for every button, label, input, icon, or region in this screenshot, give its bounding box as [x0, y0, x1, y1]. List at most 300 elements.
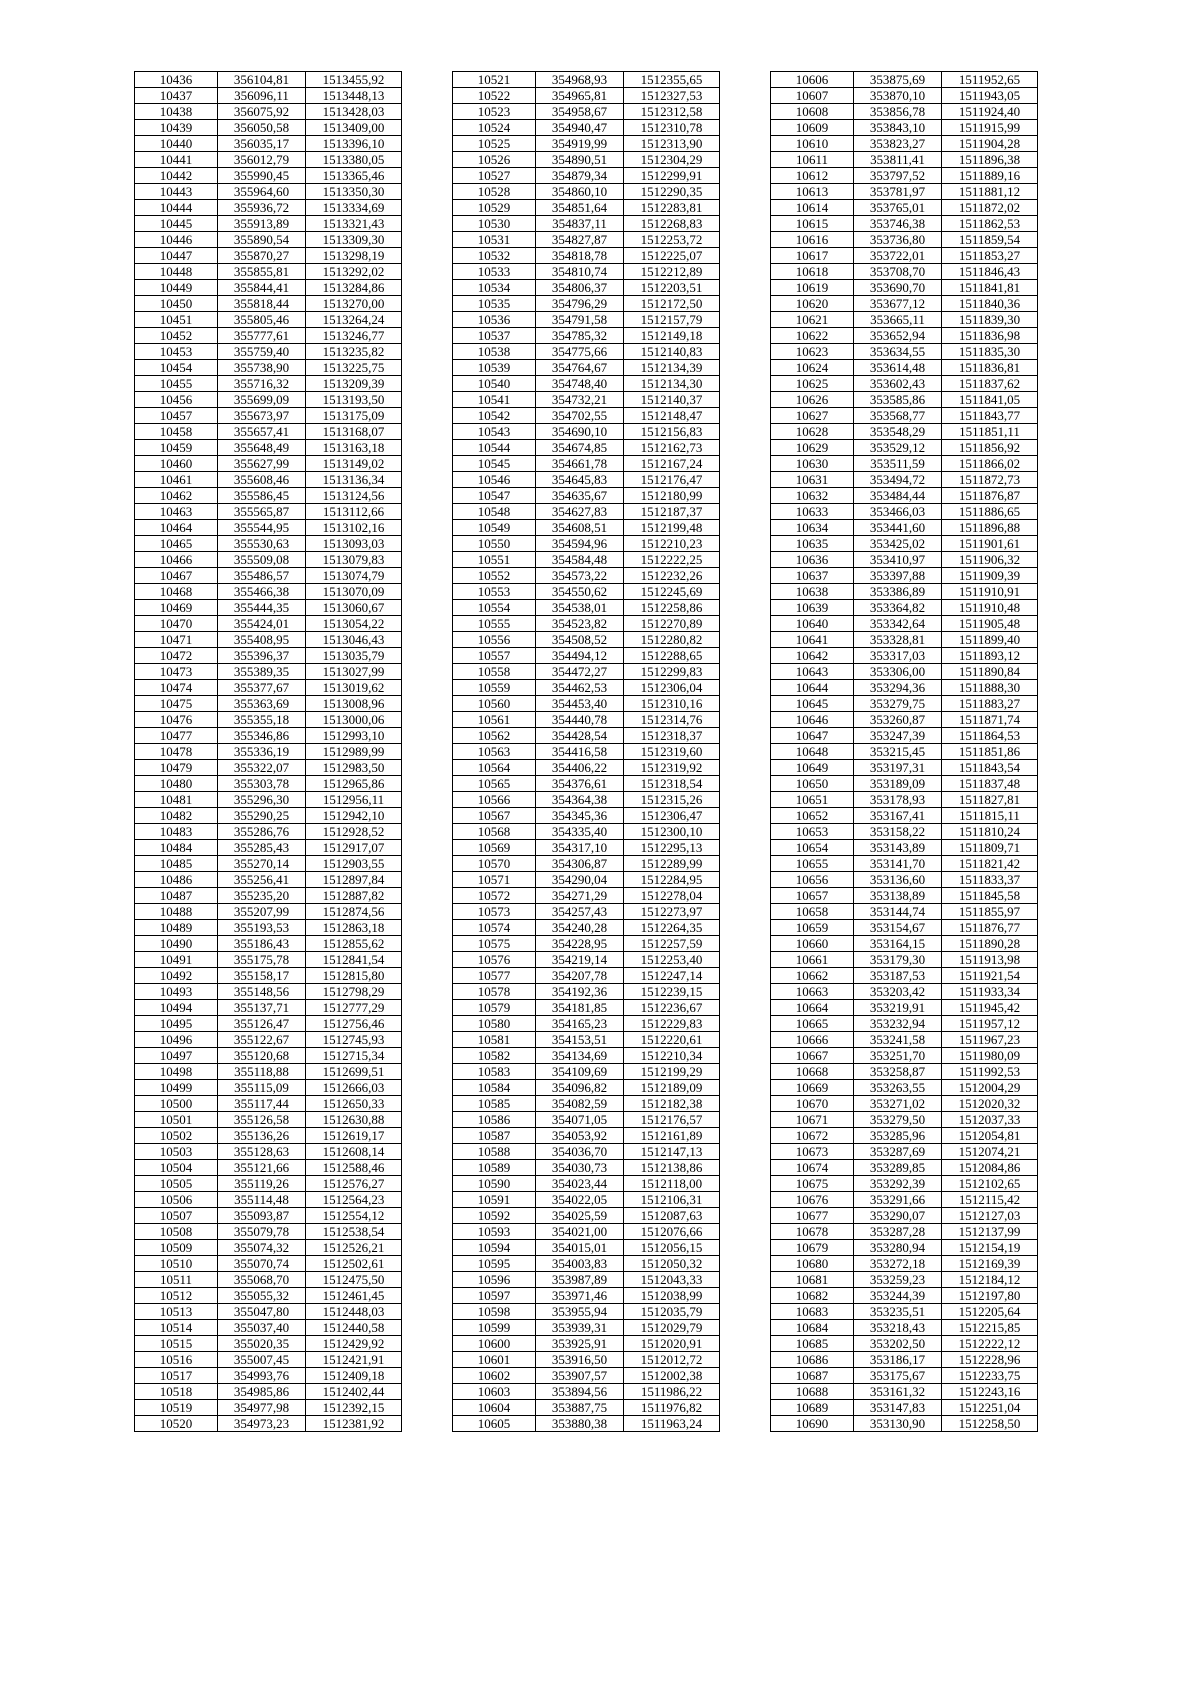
- x-coordinate-cell: 353548,29: [854, 424, 942, 440]
- x-coordinate-cell: 353511,59: [854, 456, 942, 472]
- table-row: [771, 824, 1038, 840]
- y-coordinate-cell: 1512989,99: [306, 744, 402, 760]
- point-number-cell: 10649: [771, 760, 854, 776]
- point-number-cell: 10531: [453, 232, 536, 248]
- point-number-cell: 10492: [135, 968, 218, 984]
- y-coordinate-cell: 1512273,97: [624, 904, 720, 920]
- y-coordinate-cell: 1512475,50: [306, 1272, 402, 1288]
- y-coordinate-cell: 1512284,95: [624, 872, 720, 888]
- point-number-cell: 10525: [453, 136, 536, 152]
- point-number-cell: 10518: [135, 1384, 218, 1400]
- point-number-cell: 10607: [771, 88, 854, 104]
- table-row: [453, 104, 720, 120]
- point-number-cell: 10438: [135, 104, 218, 120]
- point-number-cell: 10555: [453, 616, 536, 632]
- point-number-cell: 10596: [453, 1272, 536, 1288]
- table-row: [135, 120, 402, 136]
- y-coordinate-cell: 1512222,25: [624, 552, 720, 568]
- x-coordinate-cell: 356050,58: [218, 120, 306, 136]
- table-row: [453, 888, 720, 904]
- x-coordinate-cell: 355114,48: [218, 1192, 306, 1208]
- table-row: [135, 104, 402, 120]
- point-number-cell: 10673: [771, 1144, 854, 1160]
- x-coordinate-cell: 355870,27: [218, 248, 306, 264]
- y-coordinate-cell: 1511846,43: [942, 264, 1038, 280]
- y-coordinate-cell: 1512253,72: [624, 232, 720, 248]
- point-number-cell: 10608: [771, 104, 854, 120]
- point-number-cell: 10499: [135, 1080, 218, 1096]
- point-number-cell: 10536: [453, 312, 536, 328]
- table-row: [135, 1112, 402, 1128]
- table-row: [135, 1160, 402, 1176]
- y-coordinate-cell: 1513102,16: [306, 520, 402, 536]
- x-coordinate-cell: 353294,36: [854, 680, 942, 696]
- point-number-cell: 10552: [453, 568, 536, 584]
- x-coordinate-cell: 354940,47: [536, 120, 624, 136]
- y-coordinate-cell: 1512777,29: [306, 1000, 402, 1016]
- table-row: [135, 792, 402, 808]
- point-number-cell: 10662: [771, 968, 854, 984]
- point-number-cell: 10566: [453, 792, 536, 808]
- point-number-cell: 10658: [771, 904, 854, 920]
- y-coordinate-cell: 1512215,85: [942, 1320, 1038, 1336]
- table-row: [771, 136, 1038, 152]
- point-number-cell: 10559: [453, 680, 536, 696]
- y-coordinate-cell: 1512229,83: [624, 1016, 720, 1032]
- point-number-cell: 10618: [771, 264, 854, 280]
- y-coordinate-cell: 1512038,99: [624, 1288, 720, 1304]
- point-number-cell: 10474: [135, 680, 218, 696]
- x-coordinate-cell: 355466,38: [218, 584, 306, 600]
- point-number-cell: 10655: [771, 856, 854, 872]
- x-coordinate-cell: 353202,50: [854, 1336, 942, 1352]
- y-coordinate-cell: 1511963,24: [624, 1416, 720, 1432]
- y-coordinate-cell: 1512855,62: [306, 936, 402, 952]
- table-row: [771, 920, 1038, 936]
- table-row: [453, 872, 720, 888]
- y-coordinate-cell: 1511843,54: [942, 760, 1038, 776]
- x-coordinate-cell: 355079,78: [218, 1224, 306, 1240]
- y-coordinate-cell: 1512232,26: [624, 568, 720, 584]
- y-coordinate-cell: 1512149,18: [624, 328, 720, 344]
- point-number-cell: 10622: [771, 328, 854, 344]
- x-coordinate-cell: 354965,81: [536, 88, 624, 104]
- y-coordinate-cell: 1512300,10: [624, 824, 720, 840]
- point-number-cell: 10504: [135, 1160, 218, 1176]
- x-coordinate-cell: 355818,44: [218, 296, 306, 312]
- y-coordinate-cell: 1512310,16: [624, 696, 720, 712]
- x-coordinate-cell: 353272,18: [854, 1256, 942, 1272]
- table-row: [135, 808, 402, 824]
- table-row: [771, 1368, 1038, 1384]
- y-coordinate-cell: 1512381,92: [306, 1416, 402, 1432]
- table-row: [135, 232, 402, 248]
- x-coordinate-cell: 355738,90: [218, 360, 306, 376]
- table-row: [135, 680, 402, 696]
- table-row: [771, 1048, 1038, 1064]
- table-row: [135, 936, 402, 952]
- point-number-cell: 10537: [453, 328, 536, 344]
- table-row: [771, 1224, 1038, 1240]
- point-number-cell: 10472: [135, 648, 218, 664]
- y-coordinate-cell: 1512161,89: [624, 1128, 720, 1144]
- table-row: [453, 1160, 720, 1176]
- table-row: [453, 264, 720, 280]
- point-number-cell: 10494: [135, 1000, 218, 1016]
- point-number-cell: 10505: [135, 1176, 218, 1192]
- y-coordinate-cell: 1512054,81: [942, 1128, 1038, 1144]
- y-coordinate-cell: 1513235,82: [306, 344, 402, 360]
- point-number-cell: 10558: [453, 664, 536, 680]
- table-row: [135, 184, 402, 200]
- point-number-cell: 10545: [453, 456, 536, 472]
- x-coordinate-cell: 355047,80: [218, 1304, 306, 1320]
- point-number-cell: 10689: [771, 1400, 854, 1416]
- point-number-cell: 10485: [135, 856, 218, 872]
- point-number-cell: 10466: [135, 552, 218, 568]
- x-coordinate-cell: 354968,93: [536, 72, 624, 88]
- table-row: [453, 1016, 720, 1032]
- y-coordinate-cell: 1512243,16: [942, 1384, 1038, 1400]
- table-row: [453, 856, 720, 872]
- x-coordinate-cell: 355068,70: [218, 1272, 306, 1288]
- y-coordinate-cell: 1512157,79: [624, 312, 720, 328]
- y-coordinate-cell: 1512020,32: [942, 1096, 1038, 1112]
- x-coordinate-cell: 354453,40: [536, 696, 624, 712]
- y-coordinate-cell: 1512148,47: [624, 408, 720, 424]
- point-number-cell: 10682: [771, 1288, 854, 1304]
- table-row: [135, 392, 402, 408]
- x-coordinate-cell: 353178,93: [854, 792, 942, 808]
- point-number-cell: 10687: [771, 1368, 854, 1384]
- point-number-cell: 10580: [453, 1016, 536, 1032]
- y-coordinate-cell: 1511871,74: [942, 712, 1038, 728]
- x-coordinate-cell: 354550,62: [536, 584, 624, 600]
- table-row: [453, 1144, 720, 1160]
- table-row: [453, 136, 720, 152]
- table-row: [771, 664, 1038, 680]
- y-coordinate-cell: 1512222,12: [942, 1336, 1038, 1352]
- table-row: [135, 744, 402, 760]
- x-coordinate-cell: 354775,66: [536, 344, 624, 360]
- point-number-cell: 10490: [135, 936, 218, 952]
- x-coordinate-cell: 353292,39: [854, 1176, 942, 1192]
- x-coordinate-cell: 355322,07: [218, 760, 306, 776]
- point-number-cell: 10652: [771, 808, 854, 824]
- x-coordinate-cell: 353179,30: [854, 952, 942, 968]
- table-row: [453, 408, 720, 424]
- point-number-cell: 10672: [771, 1128, 854, 1144]
- table-row: [453, 1208, 720, 1224]
- y-coordinate-cell: 1513321,43: [306, 216, 402, 232]
- x-coordinate-cell: 353235,51: [854, 1304, 942, 1320]
- y-coordinate-cell: 1512576,27: [306, 1176, 402, 1192]
- coordinate-table-3: [770, 71, 1038, 1432]
- point-number-cell: 10465: [135, 536, 218, 552]
- x-coordinate-cell: 353652,94: [854, 328, 942, 344]
- x-coordinate-cell: 354271,29: [536, 888, 624, 904]
- y-coordinate-cell: 1512084,86: [942, 1160, 1038, 1176]
- y-coordinate-cell: 1511845,58: [942, 888, 1038, 904]
- table-row: [453, 216, 720, 232]
- x-coordinate-cell: 353634,55: [854, 344, 942, 360]
- y-coordinate-cell: 1512176,47: [624, 472, 720, 488]
- y-coordinate-cell: 1511913,98: [942, 952, 1038, 968]
- y-coordinate-cell: 1513168,07: [306, 424, 402, 440]
- point-number-cell: 10609: [771, 120, 854, 136]
- table-row: [453, 1272, 720, 1288]
- y-coordinate-cell: 1513365,46: [306, 168, 402, 184]
- coordinate-table-1: [134, 71, 402, 1432]
- x-coordinate-cell: 354306,87: [536, 856, 624, 872]
- table-row: [135, 536, 402, 552]
- y-coordinate-cell: 1512887,82: [306, 888, 402, 904]
- y-coordinate-cell: 1512874,56: [306, 904, 402, 920]
- y-coordinate-cell: 1512319,92: [624, 760, 720, 776]
- x-coordinate-cell: 353251,70: [854, 1048, 942, 1064]
- table-row: [771, 472, 1038, 488]
- y-coordinate-cell: 1513035,79: [306, 648, 402, 664]
- point-number-cell: 10575: [453, 936, 536, 952]
- point-number-cell: 10542: [453, 408, 536, 424]
- point-number-cell: 10674: [771, 1160, 854, 1176]
- y-coordinate-cell: 1511976,82: [624, 1400, 720, 1416]
- point-number-cell: 10677: [771, 1208, 854, 1224]
- table-row: [453, 1368, 720, 1384]
- point-number-cell: 10437: [135, 88, 218, 104]
- table-row: [135, 776, 402, 792]
- y-coordinate-cell: 1512306,04: [624, 680, 720, 696]
- point-number-cell: 10657: [771, 888, 854, 904]
- y-coordinate-cell: 1512288,65: [624, 648, 720, 664]
- y-coordinate-cell: 1512429,92: [306, 1336, 402, 1352]
- table-row: [453, 536, 720, 552]
- y-coordinate-cell: 1512440,58: [306, 1320, 402, 1336]
- y-coordinate-cell: 1512650,33: [306, 1096, 402, 1112]
- table-row: [771, 296, 1038, 312]
- x-coordinate-cell: 354153,51: [536, 1032, 624, 1048]
- point-number-cell: 10568: [453, 824, 536, 840]
- y-coordinate-cell: 1513070,09: [306, 584, 402, 600]
- point-number-cell: 10628: [771, 424, 854, 440]
- table-row: [771, 696, 1038, 712]
- y-coordinate-cell: 1512043,33: [624, 1272, 720, 1288]
- y-coordinate-cell: 1512268,83: [624, 216, 720, 232]
- point-number-cell: 10482: [135, 808, 218, 824]
- point-number-cell: 10471: [135, 632, 218, 648]
- x-coordinate-cell: 355290,25: [218, 808, 306, 824]
- y-coordinate-cell: 1512863,18: [306, 920, 402, 936]
- x-coordinate-cell: 354702,55: [536, 408, 624, 424]
- y-coordinate-cell: 1512037,33: [942, 1112, 1038, 1128]
- table-row: [453, 1336, 720, 1352]
- point-number-cell: 10684: [771, 1320, 854, 1336]
- x-coordinate-cell: 354096,82: [536, 1080, 624, 1096]
- x-coordinate-cell: 354364,38: [536, 792, 624, 808]
- y-coordinate-cell: 1511876,87: [942, 488, 1038, 504]
- point-number-cell: 10605: [453, 1416, 536, 1432]
- y-coordinate-cell: 1512197,80: [942, 1288, 1038, 1304]
- point-number-cell: 10467: [135, 568, 218, 584]
- point-number-cell: 10562: [453, 728, 536, 744]
- y-coordinate-cell: 1512167,24: [624, 456, 720, 472]
- point-number-cell: 10629: [771, 440, 854, 456]
- x-coordinate-cell: 354416,58: [536, 744, 624, 760]
- point-number-cell: 10578: [453, 984, 536, 1000]
- y-coordinate-cell: 1512903,55: [306, 856, 402, 872]
- x-coordinate-cell: 354958,67: [536, 104, 624, 120]
- point-number-cell: 10631: [771, 472, 854, 488]
- x-coordinate-cell: 355207,99: [218, 904, 306, 920]
- point-number-cell: 10593: [453, 1224, 536, 1240]
- point-number-cell: 10678: [771, 1224, 854, 1240]
- y-coordinate-cell: 1511889,16: [942, 168, 1038, 184]
- y-coordinate-cell: 1512526,21: [306, 1240, 402, 1256]
- table-row: [135, 1032, 402, 1048]
- x-coordinate-cell: 353247,39: [854, 728, 942, 744]
- y-coordinate-cell: 1512502,61: [306, 1256, 402, 1272]
- table-row: [771, 984, 1038, 1000]
- point-number-cell: 10639: [771, 600, 854, 616]
- point-number-cell: 10585: [453, 1096, 536, 1112]
- x-coordinate-cell: 354508,52: [536, 632, 624, 648]
- table-row: [453, 1048, 720, 1064]
- table-row: [135, 1144, 402, 1160]
- y-coordinate-cell: 1511980,09: [942, 1048, 1038, 1064]
- table-row: [453, 312, 720, 328]
- table-row: [453, 952, 720, 968]
- x-coordinate-cell: 353285,96: [854, 1128, 942, 1144]
- y-coordinate-cell: 1512074,21: [942, 1144, 1038, 1160]
- point-number-cell: 10511: [135, 1272, 218, 1288]
- x-coordinate-cell: 353175,67: [854, 1368, 942, 1384]
- table-row: [453, 1112, 720, 1128]
- table-row: [771, 1128, 1038, 1144]
- y-coordinate-cell: 1511906,32: [942, 552, 1038, 568]
- x-coordinate-cell: 354785,32: [536, 328, 624, 344]
- table-row: [771, 312, 1038, 328]
- table-row: [135, 408, 402, 424]
- table-row: [771, 376, 1038, 392]
- y-coordinate-cell: 1512290,35: [624, 184, 720, 200]
- point-number-cell: 10458: [135, 424, 218, 440]
- point-number-cell: 10589: [453, 1160, 536, 1176]
- point-number-cell: 10453: [135, 344, 218, 360]
- table-row: [771, 712, 1038, 728]
- x-coordinate-cell: 354228,95: [536, 936, 624, 952]
- x-coordinate-cell: 355565,87: [218, 504, 306, 520]
- x-coordinate-cell: 355093,87: [218, 1208, 306, 1224]
- y-coordinate-cell: 1512187,37: [624, 504, 720, 520]
- y-coordinate-cell: 1511821,42: [942, 856, 1038, 872]
- point-number-cell: 10584: [453, 1080, 536, 1096]
- table-row: [771, 1096, 1038, 1112]
- y-coordinate-cell: 1512306,47: [624, 808, 720, 824]
- x-coordinate-cell: 355346,86: [218, 728, 306, 744]
- table-row: [453, 168, 720, 184]
- x-coordinate-cell: 355377,67: [218, 680, 306, 696]
- y-coordinate-cell: 1511872,73: [942, 472, 1038, 488]
- x-coordinate-cell: 354290,04: [536, 872, 624, 888]
- x-coordinate-cell: 353280,94: [854, 1240, 942, 1256]
- y-coordinate-cell: 1512402,44: [306, 1384, 402, 1400]
- y-coordinate-cell: 1511827,81: [942, 792, 1038, 808]
- y-coordinate-cell: 1512745,93: [306, 1032, 402, 1048]
- x-coordinate-cell: 353602,43: [854, 376, 942, 392]
- x-coordinate-cell: 355396,37: [218, 648, 306, 664]
- table-row: [771, 568, 1038, 584]
- point-number-cell: 10573: [453, 904, 536, 920]
- point-number-cell: 10498: [135, 1064, 218, 1080]
- x-coordinate-cell: 353856,78: [854, 104, 942, 120]
- point-number-cell: 10441: [135, 152, 218, 168]
- point-number-cell: 10533: [453, 264, 536, 280]
- point-number-cell: 10586: [453, 1112, 536, 1128]
- x-coordinate-cell: 354985,86: [218, 1384, 306, 1400]
- x-coordinate-cell: 353484,44: [854, 488, 942, 504]
- x-coordinate-cell: 353690,70: [854, 280, 942, 296]
- point-number-cell: 10456: [135, 392, 218, 408]
- point-number-cell: 10563: [453, 744, 536, 760]
- table-row: [135, 280, 402, 296]
- x-coordinate-cell: 354627,83: [536, 504, 624, 520]
- table-row: [135, 984, 402, 1000]
- x-coordinate-cell: 353441,60: [854, 520, 942, 536]
- y-coordinate-cell: 1512180,99: [624, 488, 720, 504]
- table-row: [453, 1304, 720, 1320]
- table-row: [453, 472, 720, 488]
- x-coordinate-cell: 354428,54: [536, 728, 624, 744]
- x-coordinate-cell: 353138,89: [854, 888, 942, 904]
- point-number-cell: 10656: [771, 872, 854, 888]
- y-coordinate-cell: 1512699,51: [306, 1064, 402, 1080]
- table-row: [453, 1256, 720, 1272]
- point-number-cell: 10447: [135, 248, 218, 264]
- x-coordinate-cell: 353197,31: [854, 760, 942, 776]
- x-coordinate-cell: 353187,53: [854, 968, 942, 984]
- point-number-cell: 10446: [135, 232, 218, 248]
- x-coordinate-cell: 354538,01: [536, 600, 624, 616]
- point-number-cell: 10624: [771, 360, 854, 376]
- point-number-cell: 10520: [135, 1416, 218, 1432]
- point-number-cell: 10512: [135, 1288, 218, 1304]
- y-coordinate-cell: 1511943,05: [942, 88, 1038, 104]
- table-row: [771, 1144, 1038, 1160]
- x-coordinate-cell: 355296,30: [218, 792, 306, 808]
- x-coordinate-cell: 355158,17: [218, 968, 306, 984]
- point-number-cell: 10669: [771, 1080, 854, 1096]
- point-number-cell: 10462: [135, 488, 218, 504]
- table-row: [453, 1128, 720, 1144]
- y-coordinate-cell: 1512554,12: [306, 1208, 402, 1224]
- table-row: [135, 1064, 402, 1080]
- x-coordinate-cell: 353823,27: [854, 136, 942, 152]
- y-coordinate-cell: 1512247,14: [624, 968, 720, 984]
- x-coordinate-cell: 355193,53: [218, 920, 306, 936]
- table-row: [771, 952, 1038, 968]
- table-row: [453, 808, 720, 824]
- point-number-cell: 10617: [771, 248, 854, 264]
- y-coordinate-cell: 1512253,40: [624, 952, 720, 968]
- x-coordinate-cell: 354977,98: [218, 1400, 306, 1416]
- y-coordinate-cell: 1511835,30: [942, 344, 1038, 360]
- x-coordinate-cell: 353887,75: [536, 1400, 624, 1416]
- point-number-cell: 10493: [135, 984, 218, 1000]
- point-number-cell: 10449: [135, 280, 218, 296]
- y-coordinate-cell: 1511901,61: [942, 536, 1038, 552]
- table-row: [771, 1272, 1038, 1288]
- table-row: [135, 568, 402, 584]
